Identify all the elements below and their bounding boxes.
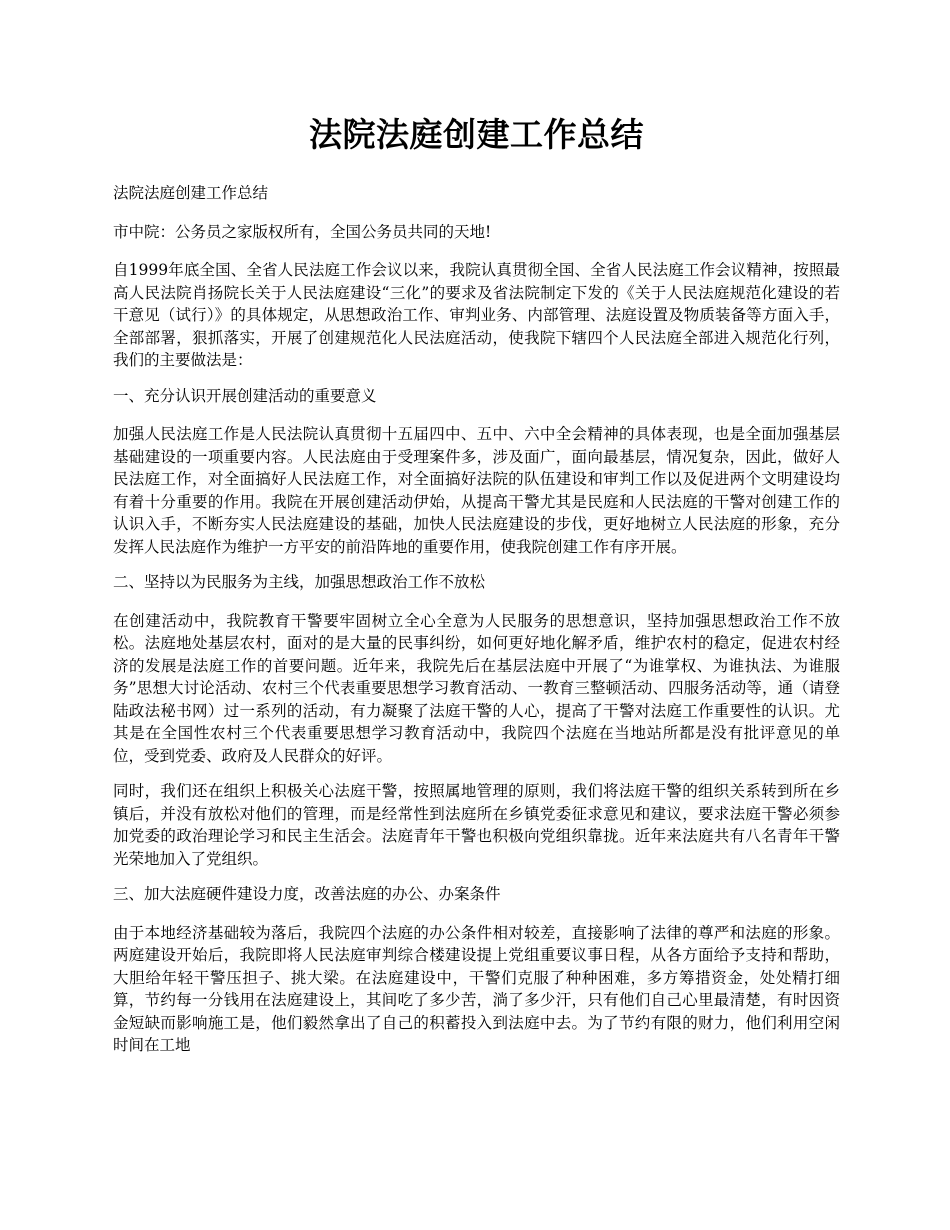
body-paragraph: 由于本地经济基础较为落后，我院四个法庭的办公条件相对较差，直接影响了法律的尊严和法庭的形象。两庭建设开始后，我院即将人民法庭审判综合楼建设提上党组重要议事日程，从各方面给予支持和帮助，大胆给年轻干警压担子、挑大梁。在法庭建设中，干警们克服了种种困难，多方筹措资金，处处精打细算，节约每一分钱用在法庭建设上，其间吃了多少苦，淌了多少汗，只有他们自己心里最清楚，有时因资金短缺而影响施工是，他们毅然拿出了自己的积蓄投入到法庭中去。为了节约有限的财力，他们利用空闲时间在工地: [113, 923, 840, 1054]
section-heading-3: 三、加大法庭硬件建设力度，改善法庭的办公、办案条件: [113, 885, 501, 903]
body-paragraph: 加强人民法庭工作是人民法院认真贯彻十五届四中、五中、六中全会精神的具体表现，也是全面加强基层基础建设的一项重要内容。人民法庭由于受理案件多，涉及面广，面向最基层，情况复杂，因此，做好人民法庭工作，对全面搞好人民法庭工作，对全面搞好法院的队伍建设和审判工作以及促进两个文明建设均有着十分重要的作用。我院在开展创建活动伊始，从提高干警尤其是民庭和人民法庭的干警对创建工作的认识入手，不断夯实人民法庭建设的基础，加快人民法庭建设的步伐，更好地树立人民法庭的形象，充分发挥人民法庭作为维护一方平安的前沿阵地的重要作用，使我院创建工作有序开展。: [113, 425, 840, 556]
body-paragraph: 同时，我们还在组织上积极关心法庭干警，按照属地管理的原则，我们将法庭干警的组织关系转到所在乡镇后，并没有放松对他们的管理，而是经常性到法庭所在乡镇党委征求意见和建议，要求法庭干警必须参加党委的政治理论学习和民主生活会。法庭青年干警也积极向党组织靠拢。近年来法庭共有八名青年干警光荣地加入了党组织。: [113, 782, 840, 868]
body-paragraph: 在创建活动中，我院教育干警要牢固树立全心全意为人民服务的思想意识，坚持加强思想政治工作不放松。法庭地处基层农村，面对的是大量的民事纠纷，如何更好地化解矛盾，维护农村的稳定，促进农村经济的发展是法庭工作的首要问题。近年来，我院先后在基层法庭中开展了“为谁掌权、为谁执法、为谁服务”思想大讨论活动、农村三个代表重要思想学习教育活动、一教育三整顿活动、四服务活动等，通（请登陆政法秘书网）过一系列的活动，有力凝聚了法庭干警的人心，提高了干警对法庭工作重要性的认识。尤其是在全国性农村三个代表重要思想学习教育活动中，我院四个法庭在当地站所都是没有批评意见的单位，受到党委、政府及人民群众的好评。: [113, 611, 840, 765]
intro-paragraph: 自1999年底全国、全省人民法庭工作会议以来，我院认真贯彻全国、全省人民法庭工作会议精神，按照最高人民法院肖扬院长关于人民法庭建设“三化”的要求及省法院制定下发的《关于人民法庭规范化建设的若干意见（试行）》的具体规定，从思想政治工作、审判业务、内部管理、法庭设置及物质装备等方面入手，全部部署，狠抓落实，开展了创建规范化人民法庭活动，使我院下辖四个人民法庭全部进入规范化行列，我们的主要做法是：: [113, 261, 840, 369]
document-page: [113, 112, 840, 1070]
section-heading-1: 一、充分认识开展创建活动的重要意义: [113, 386, 377, 405]
document-title: 法院法庭创建工作总结: [309, 115, 644, 154]
subtitle-paragraph: 法院法庭创建工作总结: [113, 184, 269, 202]
recipient-paragraph: 市中院：公务员之家版权所有，全国公务员共同的天地!: [113, 222, 492, 241]
section-heading-2: 二、坚持以为民服务为主线，加强思想政治工作不放松: [113, 573, 486, 591]
